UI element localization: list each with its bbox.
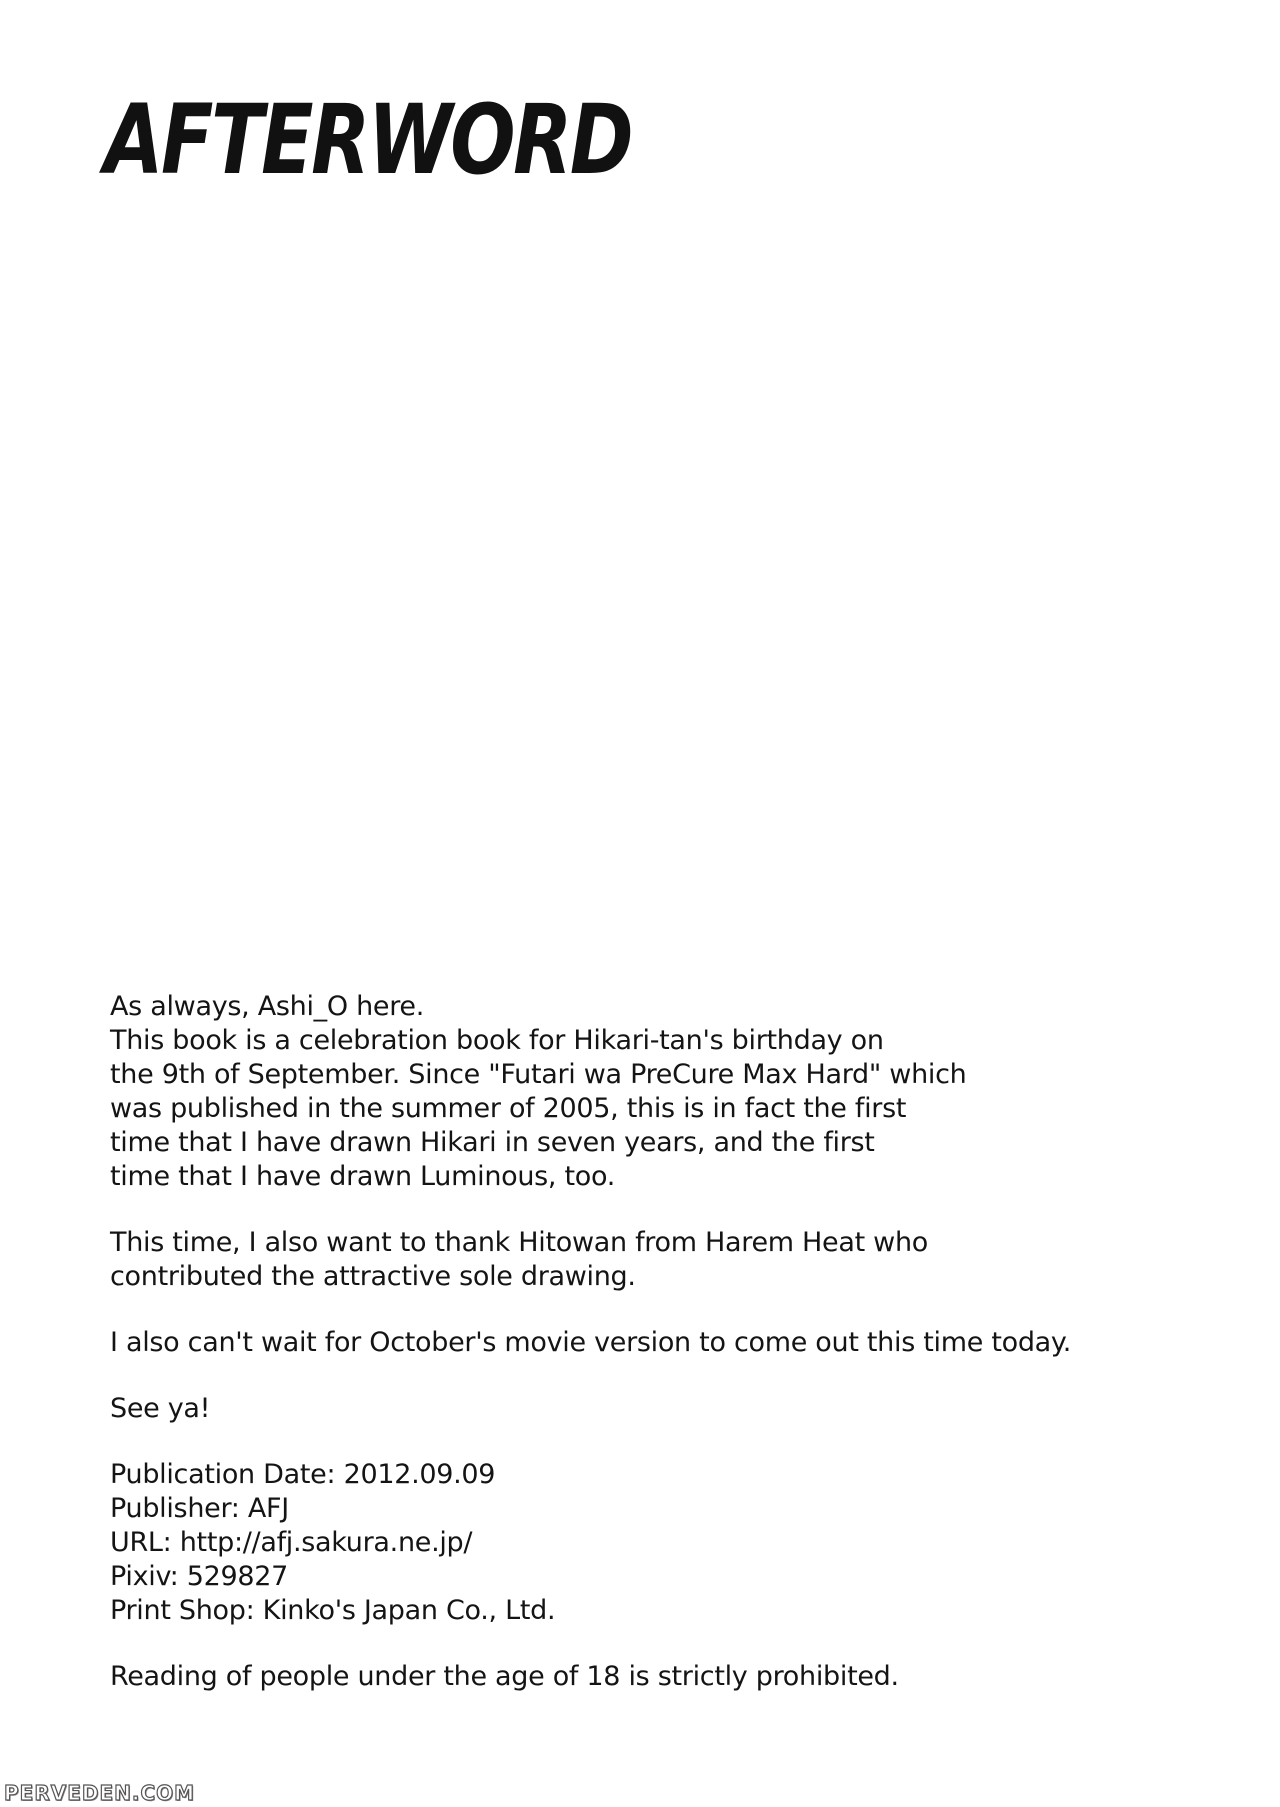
age-warning (110, 1660, 1190, 1694)
intro-paragraph (110, 990, 1190, 1194)
print-shop: Print Shop: Kinko's Japan Co., Ltd. (110, 1595, 556, 1626)
thanks-line: contributed the attractive sole drawing. (110, 1261, 636, 1292)
farewell-line: See ya! (110, 1393, 211, 1424)
farewell-paragraph (110, 1392, 1190, 1426)
movie-line: I also can't wait for October's movie version to come out this time today. (110, 1327, 1072, 1358)
intro-line: the 9th of September. Since "Futari wa PreCure Max Hard" which (110, 1059, 967, 1090)
intro-line: time that I have drawn Luminous, too. (110, 1161, 616, 1192)
colophon (110, 1458, 1190, 1628)
afterword-body (110, 990, 1190, 1726)
movie-paragraph (110, 1326, 1190, 1360)
age-warning-line: Reading of people under the age of 18 is strictly prohibited. (110, 1661, 899, 1692)
thanks-paragraph (110, 1226, 1190, 1294)
thanks-line: This time, I also want to thank Hitowan from Harem Heat who (110, 1227, 928, 1258)
watermark: PERVEDEN.COM (4, 1781, 196, 1805)
url: URL: http://afj.sakura.ne.jp/ (110, 1527, 473, 1558)
page-title: AFTERWORD (104, 84, 632, 196)
intro-line: This book is a celebration book for Hikari-tan's birthday on (110, 1025, 884, 1056)
pixiv-id: Pixiv: 529827 (110, 1561, 289, 1592)
publisher: Publisher: AFJ (110, 1493, 289, 1524)
intro-line: As always, Ashi_O here. (110, 991, 425, 1022)
publication-date: Publication Date: 2012.09.09 (110, 1459, 496, 1490)
intro-line: time that I have drawn Hikari in seven years, and the first (110, 1127, 875, 1158)
intro-line: was published in the summer of 2005, this is in fact the first (110, 1093, 907, 1124)
